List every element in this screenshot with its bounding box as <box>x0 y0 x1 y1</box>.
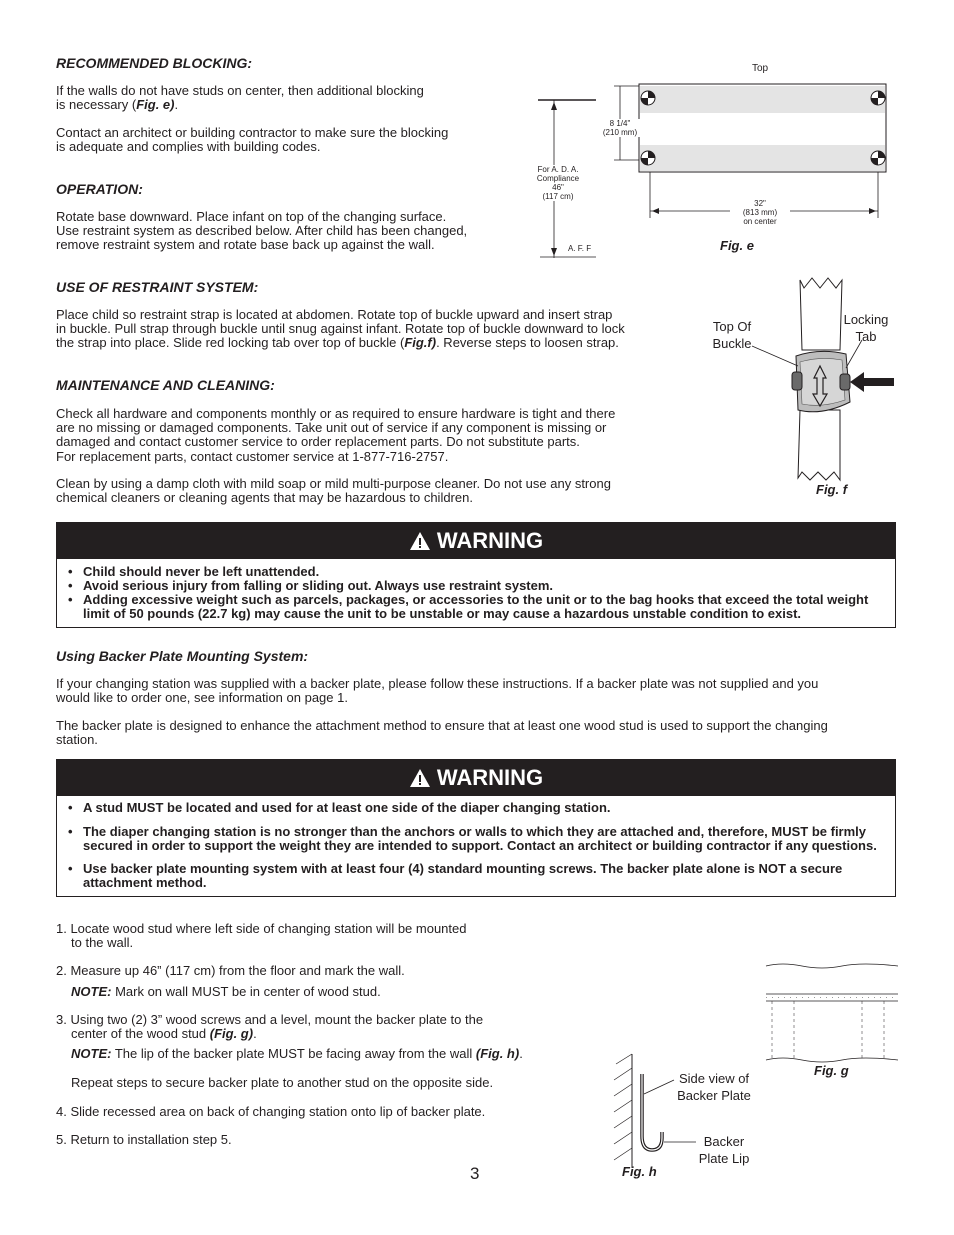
step-note <box>56 1047 536 1061</box>
text-line: For replacement parts, contact customer service at 1-877-716-2757. <box>56 448 449 464</box>
steps-list <box>56 922 536 1147</box>
fig-h-side-view-label <box>672 1070 756 1104</box>
target-icon <box>871 91 885 105</box>
warning-list <box>57 796 895 896</box>
text-line <box>56 98 424 112</box>
text-line <box>56 336 625 350</box>
text-span: . <box>253 1026 257 1042</box>
maintenance-paragraph-1 <box>56 407 615 464</box>
fig-e-top-label: Top <box>752 63 769 74</box>
text-line: If your changing station was supplied with a backer plate, please follow these instructions. If a backer plate was not supplied and you <box>56 676 819 691</box>
heading-backer-plate: Using Backer Plate Mounting System: <box>56 648 309 664</box>
text-line: on center <box>743 217 777 226</box>
operation-paragraph <box>56 210 467 253</box>
fig-f-drawing <box>700 270 900 500</box>
text-line: Rotate base downward. Place infant on top of the changing surface. <box>56 209 447 224</box>
text-line: Place child so restraint strap is located at abdomen. Rotate top of buckle upward and insert strap <box>56 307 613 322</box>
fig-f-locking-tab-label <box>840 311 892 345</box>
fig-g-drawing <box>762 960 902 1064</box>
warning-box-1 <box>56 522 896 628</box>
fig-e-dim-horizontal <box>730 199 790 226</box>
backer-paragraph-1 <box>56 677 818 705</box>
text-line: (117 cm) <box>542 192 574 201</box>
fig-e-aff-label: A. F. F <box>568 244 592 253</box>
text-line: Backer <box>703 1134 745 1149</box>
text-line: If the walls do not have studs on center, then additional blocking <box>56 83 424 98</box>
warning-title: WARNING <box>436 528 544 553</box>
text-line: Buckle <box>712 336 752 351</box>
heading-maintenance: MAINTENANCE AND CLEANING: <box>56 377 275 393</box>
fig-e-caption: Fig. e <box>720 238 754 253</box>
warning-item: • Child should never be left unattended. <box>83 565 885 579</box>
text-line: remove restraint system and rotate base back up against the wall. <box>56 237 435 253</box>
warning-list <box>57 559 895 627</box>
fig-f-top-of-buckle-label <box>710 318 754 352</box>
warning-item: • The diaper changing station is no stronger than the anchors or walls to which they are attached and, therefore, MUST be firmly secured in order to support the weight they are intended to support. Contact an architect or building contractor if any questions. <box>83 825 885 853</box>
target-icon <box>641 151 655 165</box>
figure-g <box>762 960 902 1080</box>
text-line: station. <box>56 732 98 748</box>
fig-ref: Fig. e) <box>136 97 175 113</box>
text-line: chemical cleaners or cleaning agents that may be hazardous to children. <box>56 490 473 506</box>
text-line: would like to order one, see information on page 1. <box>56 690 348 706</box>
text-line: Top Of <box>712 319 752 334</box>
step-line <box>56 1027 536 1041</box>
text-line: damaged and contact customer service to order replacement parts. Do not substitute parts. <box>56 434 580 450</box>
fig-h-caption: Fig. h <box>622 1164 657 1179</box>
fig-ref: (Fig. h) <box>475 1046 520 1062</box>
step-line: 5. Return to installation step 5. <box>56 1131 232 1147</box>
text-line: For A. D. A. <box>537 165 579 174</box>
text-line: (210 mm) <box>602 128 638 137</box>
warning-item: • Adding excessive weight such as parcels, packages, or accessories to the unit or to the bag hooks that exceed the total weight limit of 50 pounds (22.7 kg) may cause the unit to be unstable or may cause a hazardous unstable condition to exist. <box>83 593 885 621</box>
text-span: . <box>174 97 179 113</box>
figure-f <box>700 270 900 500</box>
heading-restraint-system: USE OF RESTRAINT SYSTEM: <box>56 279 259 295</box>
blocking-paragraph-1 <box>56 84 424 112</box>
text-line: is adequate and complies with building codes. <box>56 139 321 155</box>
text-line: are no missing or damaged components. Take unit out of service if any component is missing or <box>56 420 607 436</box>
note-label: NOTE: <box>71 1046 112 1062</box>
text-line: 32" <box>754 199 766 208</box>
step-note <box>56 985 536 999</box>
text-span: . <box>519 1046 523 1062</box>
text-span: . Reverse steps to loosen strap. <box>436 335 619 351</box>
page-number: 3 <box>470 1164 480 1183</box>
fig-e-drawing <box>520 60 900 260</box>
text-span: the strap into place. Slide red locking tab over top of buckle ( <box>56 335 405 351</box>
text-line: (813 mm) <box>742 208 778 217</box>
text-line: Tab <box>855 329 877 344</box>
warning-item: • Use backer plate mounting system with at least four (4) standard mounting screws. The backer plate alone is NOT a secure attachment method. <box>83 862 885 890</box>
text-line: Check all hardware and components monthly or as required to ensure hardware is tight and there <box>56 406 616 421</box>
step-line: 2. Measure up 46” (117 cm) from the floor and mark the wall. <box>56 963 405 979</box>
text-line: Plate Lip <box>698 1151 750 1166</box>
fig-e-ada-label <box>524 165 592 201</box>
text-line: Compliance <box>536 174 580 183</box>
text-line: Use restraint system as described below. After child has been changed, <box>56 223 468 239</box>
text-span: The lip of the backer plate MUST be facing away from the wall <box>111 1046 476 1062</box>
text-span: center of the wood stud <box>71 1026 210 1042</box>
step-line: 1. Locate wood stud where left side of changing station will be mounted <box>56 921 467 936</box>
heading-recommended-blocking: RECOMMENDED BLOCKING: <box>56 55 252 71</box>
text-line: 46" <box>552 183 564 192</box>
fig-ref: Fig.f) <box>404 335 437 351</box>
fig-e-dim-vertical <box>592 119 648 137</box>
warning-item: • Avoid serious injury from falling or sliding out. Always use restraint system. <box>83 579 885 593</box>
step-line: Repeat steps to secure backer plate to another stud on the opposite side. <box>71 1075 494 1091</box>
target-icon <box>871 151 885 165</box>
warning-title: WARNING <box>436 765 544 790</box>
text-span: is necessary ( <box>56 97 137 113</box>
step-line: 3. Using two (2) 3” wood screws and a level, mount the backer plate to the <box>56 1011 484 1027</box>
text-line: Side view of <box>678 1071 750 1086</box>
text-line: in buckle. Pull strap through buckle until snug against infant. Rotate top of buckle downward to lock <box>56 321 625 337</box>
fig-ref: (Fig. g) <box>209 1026 254 1042</box>
target-icon <box>641 91 655 105</box>
warning-triangle-icon <box>409 768 431 788</box>
fig-f-caption: Fig. f <box>816 482 848 497</box>
step-line: to the wall. <box>71 935 134 951</box>
restraint-paragraph <box>56 308 625 351</box>
warning-header <box>57 760 895 796</box>
step-line: 4. Slide recessed area on back of changing station onto lip of backer plate. <box>56 1103 486 1119</box>
text-span: Mark on wall MUST be in center of wood stud. <box>111 983 381 999</box>
note-label: NOTE: <box>71 983 112 999</box>
text-line: Clean by using a damp cloth with mild soap or mild multi-purpose cleaner. Do not use any strong <box>56 476 611 491</box>
heading-operation: OPERATION: <box>56 181 143 197</box>
figure-h <box>608 1050 768 1185</box>
text-line: The backer plate is designed to enhance the attachment method to ensure that at least one wood stud is used to support the changing <box>56 718 828 733</box>
blocking-paragraph-2 <box>56 126 448 154</box>
text-line: Backer Plate <box>677 1088 751 1103</box>
text-line: Contact an architect or building contractor to make sure the blocking <box>56 125 449 140</box>
text-line: 8 1/4" <box>609 119 631 128</box>
text-line: Locking <box>843 312 889 327</box>
maintenance-paragraph-2 <box>56 477 611 505</box>
backer-paragraph-2 <box>56 719 828 747</box>
warning-triangle-icon <box>409 531 431 551</box>
figure-e <box>520 60 900 260</box>
warning-box-2 <box>56 759 896 897</box>
warning-item: • A stud MUST be located and used for at least one side of the diaper changing station. <box>83 801 885 815</box>
warning-header <box>57 523 895 559</box>
fig-g-caption: Fig. g <box>814 1063 849 1078</box>
fig-h-lip-label <box>694 1133 754 1167</box>
